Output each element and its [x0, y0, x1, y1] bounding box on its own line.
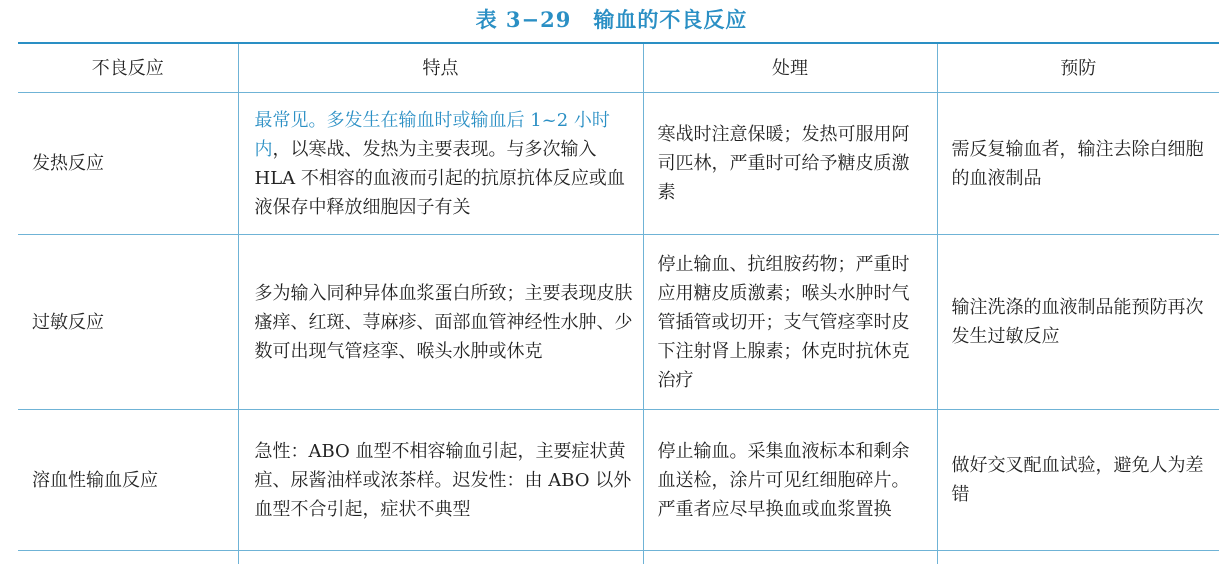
reaction-prevention: 需反复输血者，输注去除白细胞的血液制品 — [937, 93, 1219, 235]
cutoff-cell — [18, 551, 238, 564]
table-row — [18, 235, 1219, 410]
reaction-treatment: 寒战时注意保暖；发热可服用阿司匹林，严重时可给予糖皮质激素 — [643, 93, 937, 235]
reaction-prevention: 做好交叉配血试验，避免人为差错 — [937, 410, 1219, 551]
reaction-name: 过敏反应 — [18, 235, 238, 410]
table-header-row — [18, 43, 1219, 93]
reaction-features — [238, 93, 643, 235]
table-row — [18, 410, 1219, 551]
reaction-features: 多为输入同种异体血浆蛋白所致；主要表现皮肤瘙痒、红斑、荨麻疹、面部血管神经性水肿、少数可出现气管痉挛、喉头水肿或休克 — [238, 235, 643, 410]
header-treatment: 处理 — [643, 43, 937, 93]
features-text: ，以寒战、发热为主要表现。与多次输入 HLA 不相容的血液而引起的抗原抗体反应或血液保存中释放细胞因子有关 — [254, 138, 625, 218]
cutoff-cell — [238, 551, 643, 564]
header-features: 特点 — [238, 43, 643, 93]
adverse-reaction-table — [18, 42, 1219, 564]
table-row — [18, 93, 1219, 235]
reaction-features: 急性：ABO 血型不相容输血引起，主要症状黄疸、尿酱油样或浓茶样。迟发性：由 ABO 以外血型不合引起，症状不典型 — [238, 410, 643, 551]
cutoff-cell — [643, 551, 937, 564]
reaction-treatment: 停止输血。采集血液标本和剩余血送检，涂片可见红细胞碎片。严重者应尽早换血或血浆置换 — [643, 410, 937, 551]
table-title — [0, 4, 1223, 34]
highlight-text: 最常见。多发生在输血时或输血后 1~2 小时内 — [254, 109, 610, 160]
reaction-prevention: 输注洗涤的血液制品能预防再次发生过敏反应 — [937, 235, 1219, 410]
reaction-name: 发热反应 — [18, 93, 238, 235]
header-prevention: 预防 — [937, 43, 1219, 93]
reaction-treatment: 停止输血、抗组胺药物；严重时应用糖皮质激素；喉头水肿时气管插管或切开；支气管痉挛时皮下注射肾上腺素；休克时抗休克治疗 — [643, 235, 937, 410]
table-row-cutoff — [18, 551, 1219, 564]
reaction-name: 溶血性输血反应 — [18, 410, 238, 551]
table-number: 表 3−29 — [475, 7, 572, 32]
table-title-text: 输血的不良反应 — [593, 7, 748, 32]
header-reaction: 不良反应 — [18, 43, 238, 93]
cutoff-cell — [937, 551, 1219, 564]
